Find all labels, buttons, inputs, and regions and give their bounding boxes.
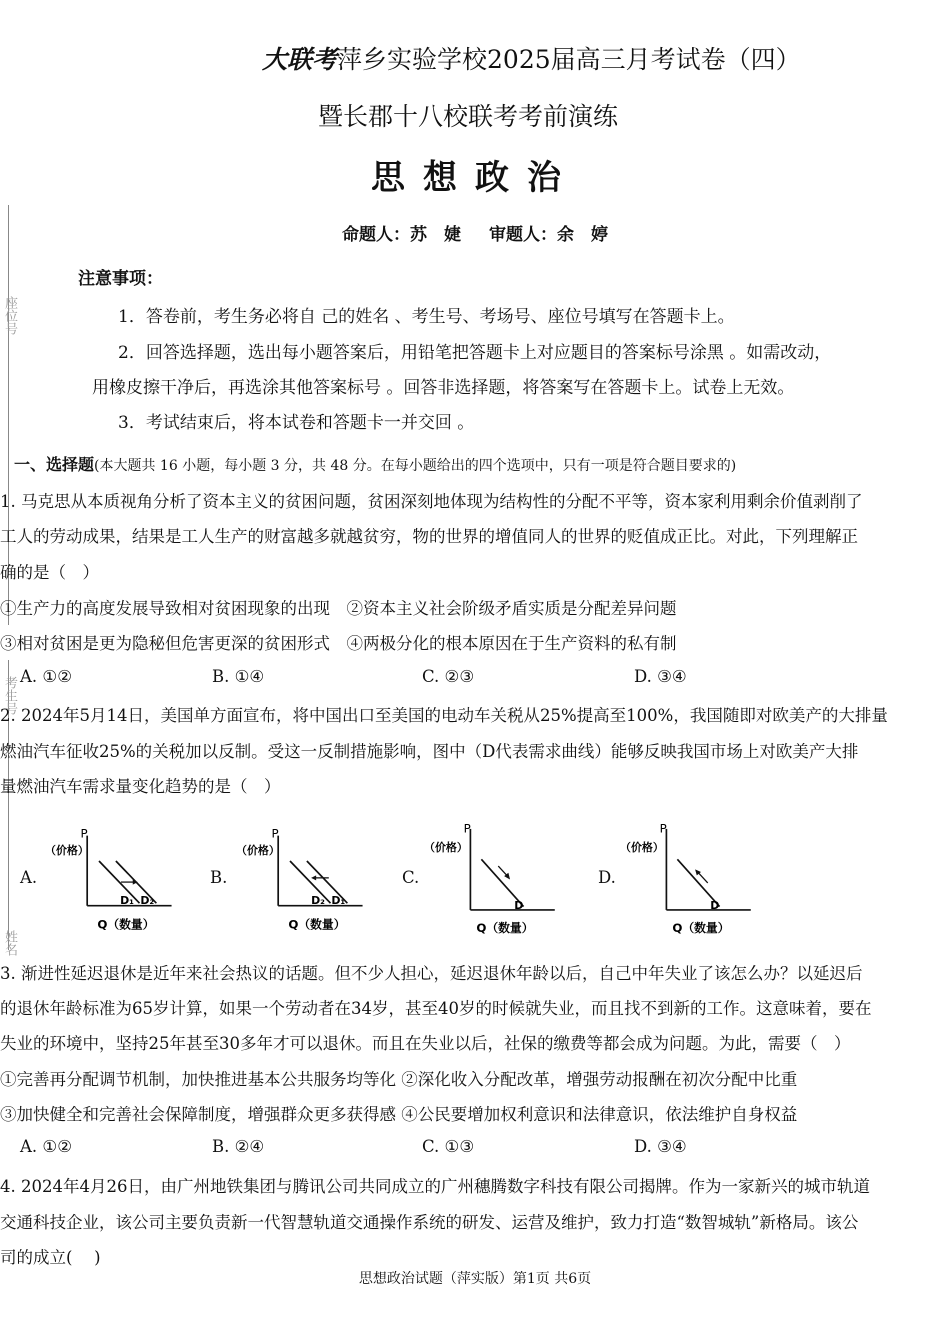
answer-option: D. ③④: [634, 667, 687, 686]
graph-option-letter: C.: [402, 868, 420, 887]
curve-label: D₁: [120, 894, 134, 908]
exam-title-line2: 暨长郡十八校联考考前演练: [318, 102, 619, 131]
graph-option-letter: B.: [210, 868, 228, 887]
question-reviewer: 审题人：余 婷: [489, 225, 608, 245]
notice-title: 注意事项：: [78, 269, 163, 289]
axis-price-label: （价格）: [620, 840, 664, 854]
axis-price-label: （价格）: [45, 844, 89, 858]
curve-label: D₂: [140, 894, 155, 908]
movement-arrow: [698, 872, 708, 883]
axis-p-label: P: [463, 821, 471, 836]
question-text: 工人的劳动成果，结果是工人生产的财富越多就越贫穷，物的世界的增值同人的世界的贬值成正比。对此，下列理解正: [0, 527, 858, 546]
section-heading: [14, 452, 736, 475]
question-text: 燃油汽车征收25%的关税加以反制。受这一反制措施影响，图中（D代表需求曲线）能够反映我国市场上对欧美产大排: [0, 742, 859, 761]
axis-price-label: （价格）: [424, 840, 468, 854]
answer-option: D. ③④: [634, 1137, 687, 1156]
authors-line: [0, 220, 950, 245]
question-text: 2. 2024年5月14日，美国单方面宣布，将中国出口至美国的电动车关税从25%提高至100%，我国随即对欧美产的大排量: [0, 706, 888, 725]
demand-graph-b: [236, 815, 371, 950]
question-setter: 命题人：苏 婕: [342, 225, 461, 245]
axis-q-label: Q（数量）: [288, 917, 346, 932]
margin-label-exam-no: 考生号: [2, 676, 17, 715]
question-text: 4. 2024年4月26日，由广州地铁集团与腾讯公司共同成立的广州穗腾数字科技有限公司揭牌。作为一家新兴的城市轨道: [0, 1177, 870, 1196]
question-text: 3. 渐进性延迟退休是近年来社会热议的话题。但不少人担心，延迟退休年龄以后，自己中年失业了该怎么办？以延迟后: [0, 964, 863, 983]
axis-price-label: （价格）: [236, 844, 280, 858]
answer-option: A. ①②: [20, 667, 72, 686]
curve-label: D: [710, 899, 720, 913]
answer-option: B. ①④: [212, 667, 265, 686]
axis-q-label: Q（数量）: [476, 920, 534, 935]
axis-q-label: Q（数量）: [97, 917, 155, 932]
axis-p-label: P: [80, 826, 88, 841]
demand-graph-c: [424, 815, 559, 950]
question-statement: ③相对贫困是更为隐秘但危害更深的贫困形式 ④两极分化的根本原因在于生产资料的私有制: [0, 634, 677, 653]
question-statement: ③加快健全和完善社会保障制度，增强群众更多获得感 ④公民要增加权利意识和法律意识，依法维护自身权益: [0, 1105, 798, 1124]
exam-title-line1: [262, 40, 801, 76]
question-text: 司的成立( ): [0, 1248, 101, 1267]
margin-label-name: 姓名: [2, 930, 17, 956]
question-statement: ①完善再分配调节机制，加快推进基本公共服务均等化 ②深化收入分配改革，增强劳动报酬在初次分配中比重: [0, 1070, 798, 1089]
brand-logo-text: 大联考: [262, 45, 338, 74]
notice-item: 用橡皮擦干净后，再选涂其他答案标号 。回答非选择题，将答案写在答题卡上。试卷上无效。: [92, 378, 795, 398]
question-text: 的退休年龄标准为65岁计算，如果一个劳动者在34岁，甚至40岁的时候就失业，而且找不到新的工作。这意味着，要在: [0, 999, 872, 1018]
subject-title: 思想政治: [371, 158, 579, 198]
curve-label: D₁: [331, 894, 346, 908]
axis-p-label: P: [271, 826, 279, 841]
demand-graph-d: [620, 815, 755, 950]
answer-option: B. ②④: [212, 1137, 265, 1156]
answer-option: C. ①③: [422, 1137, 475, 1156]
notice-item: 3．考试结束后，将本试卷和答题卡一并交回 。: [118, 413, 475, 433]
question-text: 1. 马克思从本质视角分析了资本主义的贫困问题，贫困深刻地体现为结构性的分配不平等，资本家利用剩余价值剥削了: [0, 492, 863, 511]
page-footer: 思想政治试题（萍实版）第1页 共6页: [358, 1271, 592, 1287]
notice-item: 1．答卷前，考生务必将自 己的姓名 、考生号、考场号、座位号填写在答题卡上。: [118, 307, 735, 327]
graph-option-letter: A.: [20, 868, 38, 887]
notice-item: 2．回答选择题，选出每小题答案后，用铅笔把答题卡上对应题目的答案标号涂黑 。如需改动，: [118, 343, 832, 363]
section-description: (本大题共 16 小题，每小题 3 分，共 48 分。在每小题给出的四个选项中，只有一项是符合题目要求的): [94, 458, 737, 474]
question-text: 量燃油汽车需求量变化趋势的是（ ）: [0, 777, 281, 796]
question-text: 确的是（ ）: [0, 563, 99, 582]
question-text: 交通科技企业，该公司主要负责新一代智慧轨道交通操作系统的研发、运营及维护，致力打造“数智城轨”新格局。该公: [0, 1213, 859, 1232]
margin-label-seat: 座位号: [2, 296, 17, 335]
demand-graph-a: [45, 815, 180, 950]
question-text: 失业的环境中，坚持25年甚至30多年才可以退休。而且在失业以后，社保的缴费等都会成为问题。为此，需要（ ）: [0, 1034, 851, 1053]
section-title: 一、选择题: [14, 455, 95, 474]
axis-p-label: P: [659, 821, 667, 836]
curve-label: D: [514, 899, 524, 913]
graph-option-letter: D.: [598, 868, 616, 887]
exam-title-text: 萍乡实验学校2025届高三月考试卷（四）: [337, 45, 801, 74]
curve-label: D₂: [311, 894, 325, 908]
answer-option: C. ②③: [422, 667, 475, 686]
question-statement: ①生产力的高度发展导致相对贫困现象的出现 ②资本主义社会阶级矛盾实质是分配差异问题: [0, 599, 677, 618]
axis-q-label: Q（数量）: [672, 920, 730, 935]
answer-option: A. ①②: [20, 1137, 72, 1156]
